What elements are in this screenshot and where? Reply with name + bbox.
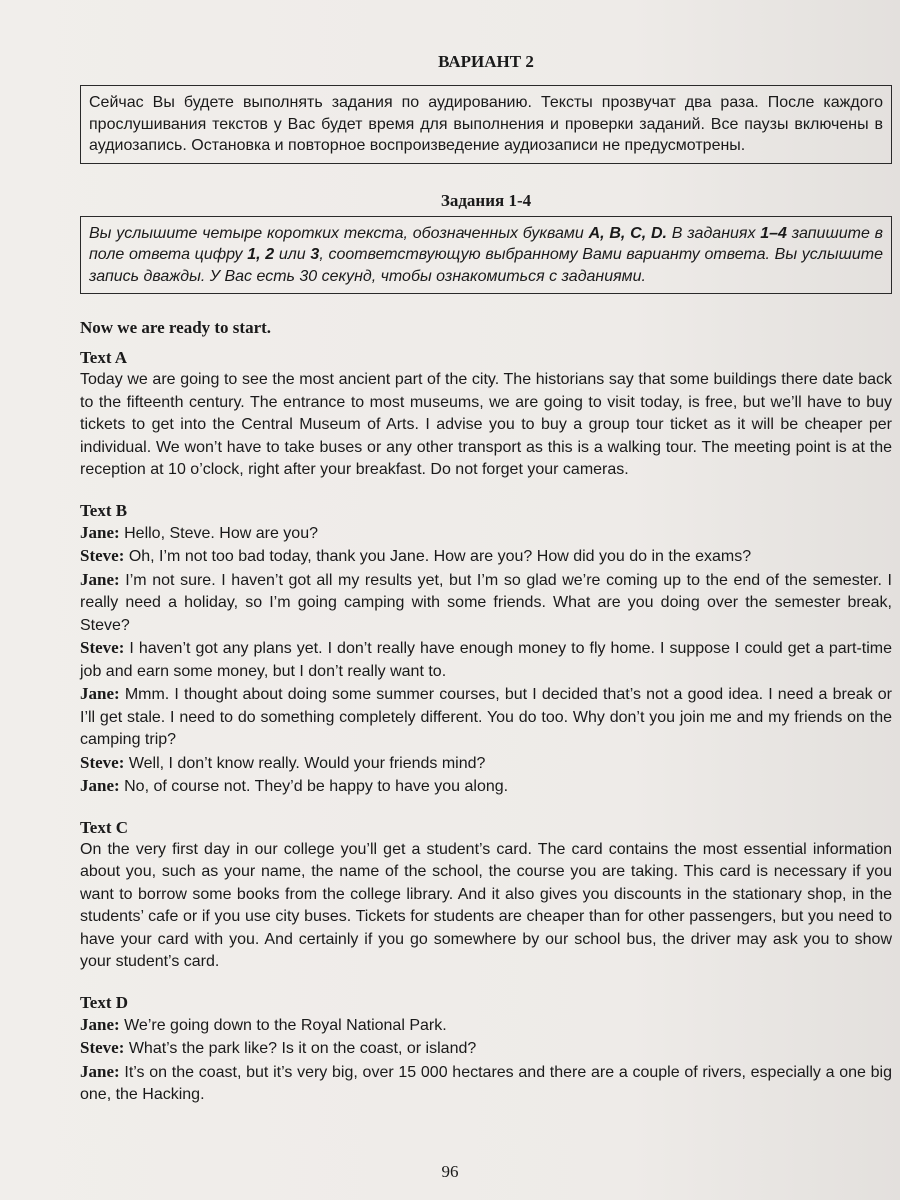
task-range: 1–4 — [760, 224, 787, 242]
dialogue-text: It’s on the coast, but it’s very big, over 15 000 hectares and there are a couple of rivers, especially a one big one, the Hacking. — [80, 1063, 892, 1103]
dialogue-text: Oh, I’m not too bad today, thank you Jane. How are you? How did you do in the exams? — [124, 548, 752, 565]
task-digit-3: 3 — [310, 246, 320, 263]
speaker-name: Steve: — [80, 1038, 125, 1057]
text-c-body: On the very first day in our college you’ll get a student’s card. The card contains the most essential information about you, such as your name, the name of the school, the course you are taking. This card is necessary if you want to borrow some books from the college library. And it also gives you discounts in the stationary shop, in the students’ cafe or if you use city buses. Tickets for students are cheaper than for other passengers, but you need to have your card with you. And certainly if you go somewhere by our school bus, the driver may ask you to show your student’s card. — [80, 840, 892, 970]
text-a-title: Text A — [80, 348, 128, 367]
task-letters: A, B, C, D. — [588, 224, 667, 242]
dialogue-text: No, of course not. They’d be happy to have you along. — [119, 778, 509, 795]
page-content — [80, 45, 892, 1107]
dialogue-line — [80, 1037, 892, 1061]
dialogue-line — [80, 637, 892, 683]
dialogue-text: We’re going down to the Royal National Park. — [119, 1016, 447, 1034]
variant-title: ВАРИАНТ 2 — [438, 52, 534, 71]
dialogue-line — [80, 545, 892, 569]
dialogue-line — [80, 752, 892, 776]
text-a-body: Today we are going to see the most ancient part of the city. The historians say that some buildings there date back to the fifteenth century. The entrance to most museums, we are going to visit today, is free, but we’ll have to buy tickets to get into the Central Museum of Arts. I advise you to buy a group tour ticket as it will be cheaper per individual. We won’t have to take buses or any other transport as this is a walking tour. The meeting point is at the reception at 10 o’clock, right after your breakfast. Do not forget your cameras. — [80, 371, 892, 478]
text-b-title: Text B — [80, 500, 128, 520]
text-d-section — [80, 992, 892, 1107]
speaker-name: Jane: — [80, 569, 120, 589]
speaker-name: Jane: — [80, 1014, 120, 1034]
task-instructions-box — [80, 216, 892, 295]
dialogue-text: I haven’t got any plans yet. I don’t really have enough money to fly home. I suppose I could get a part-time job and earn some money, but I don’t really want to. — [80, 640, 892, 680]
tasks-title: Задания 1-4 — [440, 190, 532, 210]
dialogue-line — [80, 683, 892, 752]
speaker-name: Steve: — [80, 546, 125, 565]
task-digit-1: 1 — [247, 246, 257, 263]
task-comma: , — [256, 246, 266, 263]
task-text-part1: Вы услышите четыре коротких текста, обозначенных буквами — [89, 224, 589, 242]
text-c-title: Text C — [80, 817, 129, 837]
task-digit-2: 2 — [265, 246, 275, 263]
speaker-name: Jane: — [80, 776, 120, 795]
task-text-part4: , соответствующую выбранному Вами варианту ответа. Вы услышите запись дважды. У Вас есть 30 секунд, чтобы ознакомиться с заданиями. — [89, 246, 884, 285]
dialogue-line — [80, 775, 892, 799]
text-c-section — [80, 817, 892, 974]
text-b-section — [80, 500, 892, 799]
dialogue-line — [80, 522, 892, 546]
speaker-name: Jane: — [80, 1061, 120, 1081]
dialogue-line — [80, 1014, 892, 1038]
intro-instructions-box — [80, 85, 892, 164]
ready-to-start: Now we are ready to start. — [80, 318, 272, 337]
speaker-name: Jane: — [80, 684, 120, 703]
speaker-name: Steve: — [80, 752, 125, 772]
text-a-section — [80, 347, 892, 482]
task-or: или — [274, 246, 311, 263]
dialogue-text: Well, I don’t know really. Would your friends mind? — [124, 754, 486, 772]
task-text-part3: запишите в поле ответа цифру — [89, 224, 884, 263]
dialogue-line — [80, 1061, 892, 1107]
text-d-title: Text D — [80, 992, 129, 1012]
dialogue-line — [80, 569, 892, 638]
speaker-name: Steve: — [80, 638, 125, 657]
task-text-part2: В заданиях — [667, 224, 761, 242]
dialogue-text: What’s the park like? Is it on the coast, or island? — [124, 1040, 477, 1057]
page-number: 96 — [441, 1162, 459, 1181]
intro-instructions-text: Сейчас Вы будете выполнять задания по аудированию. Тексты прозвучат два раза. После каждого прослушивания текстов у Вас будет время для выполнения и проверки заданий. Все паузы включены в аудиозапись. Остановка и повторное воспроизведение аудиозаписи не предусмотрены. — [89, 94, 883, 154]
speaker-name: Jane: — [80, 522, 120, 542]
dialogue-text: Mmm. I thought about doing some summer courses, but I decided that’s not a good idea. I need a break or I’ll get stale. I need to do something completely different. You do too. Why don’t you join me and my friends on the camping trip? — [80, 686, 892, 748]
dialogue-text: Hello, Steve. How are you? — [119, 524, 318, 542]
dialogue-text: I’m not sure. I haven’t got all my results yet, but I’m so glad we’re coming up to the end of the semester. I really need a holiday, so I’m going camping with some friends. What are you doing over the semester break, Steve? — [80, 571, 892, 634]
